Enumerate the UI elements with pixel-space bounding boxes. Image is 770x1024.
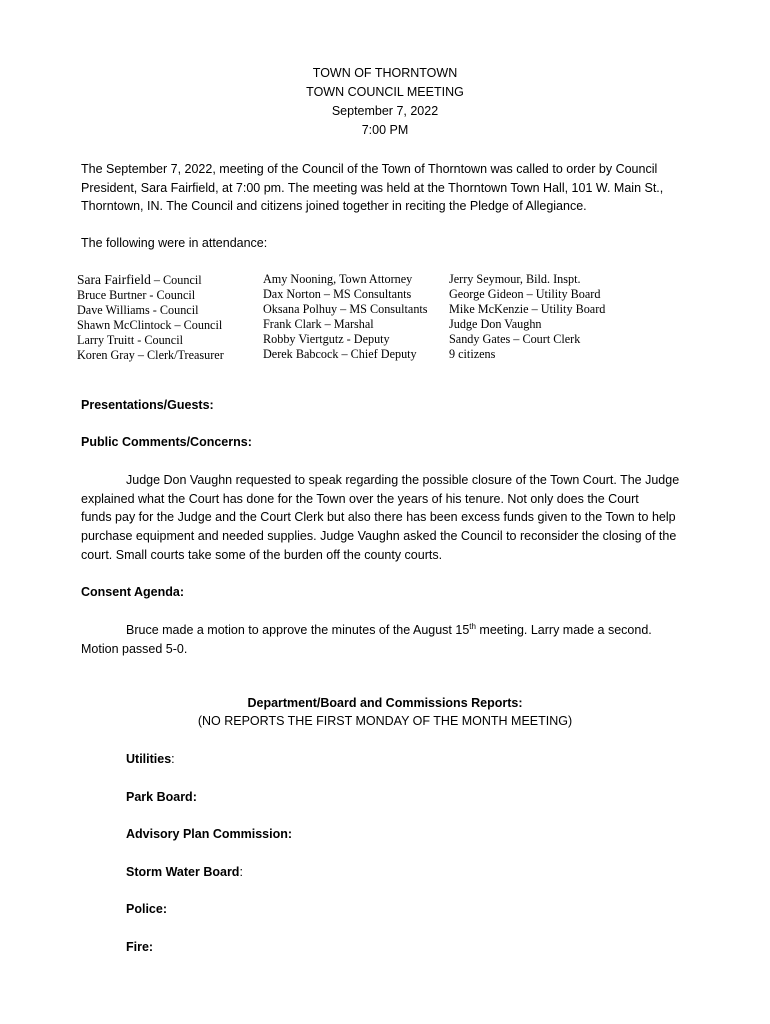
report-park-board: Park Board: <box>126 790 197 804</box>
report-fire: Fire: <box>126 940 154 954</box>
attendee <box>77 272 224 288</box>
paragraph-line: explained what the Court has done for the Town over the years of his tenure. Not only does the Court <box>81 491 639 506</box>
attendee: Sandy Gates – Court Clerk <box>449 332 581 346</box>
attendee: Shawn McClintock – Council <box>77 318 223 332</box>
attendance-column-staff <box>263 272 428 362</box>
reports-subtitle: (NO REPORTS THE FIRST MONDAY OF THE MONTH MEETING) <box>197 714 573 728</box>
paragraph-line: Motion passed 5-0. <box>81 641 188 656</box>
attendee: Jerry Seymour, Bild. Inspt. <box>449 272 581 286</box>
report-storm-water: Storm Water Board: <box>126 865 243 879</box>
header-time: 7:00 PM <box>361 123 409 137</box>
paragraph-line: purchase equipment and needed supplies. Judge Vaughn asked the Council to reconsider the closing of the <box>81 529 677 544</box>
attendee: Mike McKenzie – Utility Board <box>449 302 606 316</box>
public-comments-paragraph <box>81 471 689 565</box>
header-date: September 7, 2022 <box>331 104 439 118</box>
attendance-intro: The following were in attendance: <box>81 236 268 250</box>
intro-line: Thorntown, IN. The Council and citizens joined together in reciting the Pledge of Allegiance. <box>81 199 587 214</box>
section-heading-presentations: Presentations/Guests: <box>81 398 214 412</box>
attendee: George Gideon – Utility Board <box>449 287 601 301</box>
section-heading-public-comments: Public Comments/Concerns: <box>81 435 252 449</box>
consent-paragraph <box>81 621 689 658</box>
attendee: Derek Babcock – Chief Deputy <box>263 347 417 361</box>
attendee: Dax Norton – MS Consultants <box>263 287 412 301</box>
report-advisory-plan: Advisory Plan Commission: <box>126 827 293 841</box>
attendee: Bruce Burtner - Council <box>77 288 196 302</box>
attendee: Dave Williams - Council <box>77 303 199 317</box>
intro-paragraph <box>81 160 689 216</box>
attendee: Robby Viertgutz - Deputy <box>263 332 390 346</box>
section-heading-consent-agenda: Consent Agenda: <box>81 585 185 599</box>
attendance-column-guests <box>449 272 605 362</box>
intro-line: The September 7, 2022, meeting of the Council of the Town of Thorntown was called to order by Council <box>81 162 658 176</box>
attendee-role: – Council <box>150 273 202 287</box>
report-utilities: Utilities: <box>126 752 175 766</box>
header-town: TOWN OF THORNTOWN <box>312 66 458 80</box>
attendee: Koren Gray – Clerk/Treasurer <box>77 348 224 362</box>
attendee: Frank Clark – Marshal <box>263 317 374 331</box>
paragraph-line: court. Small courts take some of the burden off the county courts. <box>81 547 443 562</box>
attendee-name: Sara Fairfield <box>77 272 151 287</box>
report-police: Police: <box>126 902 167 916</box>
intro-line: President, Sara Fairfield, at 7:00 pm. The meeting was held at the Thorntown Town Hall, 101 W. Main St., <box>81 180 664 195</box>
attendee: Oksana Polhuy – MS Consultants <box>263 302 428 316</box>
header-meeting: TOWN COUNCIL MEETING <box>306 85 464 99</box>
paragraph-line: Bruce made a motion to approve the minutes of the August 15th meeting. Larry made a second. <box>126 622 652 637</box>
reports-title: Department/Board and Commissions Reports: <box>247 696 523 710</box>
paragraph-line: funds pay for the Judge and the Court Clerk but also there has been excess funds given to the Town to help <box>81 510 676 525</box>
paragraph-line: Judge Don Vaughn requested to speak regarding the possible closure of the Town Court. The Judge <box>126 473 680 487</box>
attendance-column-council <box>77 272 224 363</box>
attendee: Larry Truitt - Council <box>77 333 183 347</box>
attendee: Amy Nooning, Town Attorney <box>263 272 413 286</box>
attendee: Judge Don Vaughn <box>449 317 542 331</box>
attendee: 9 citizens <box>449 347 496 361</box>
